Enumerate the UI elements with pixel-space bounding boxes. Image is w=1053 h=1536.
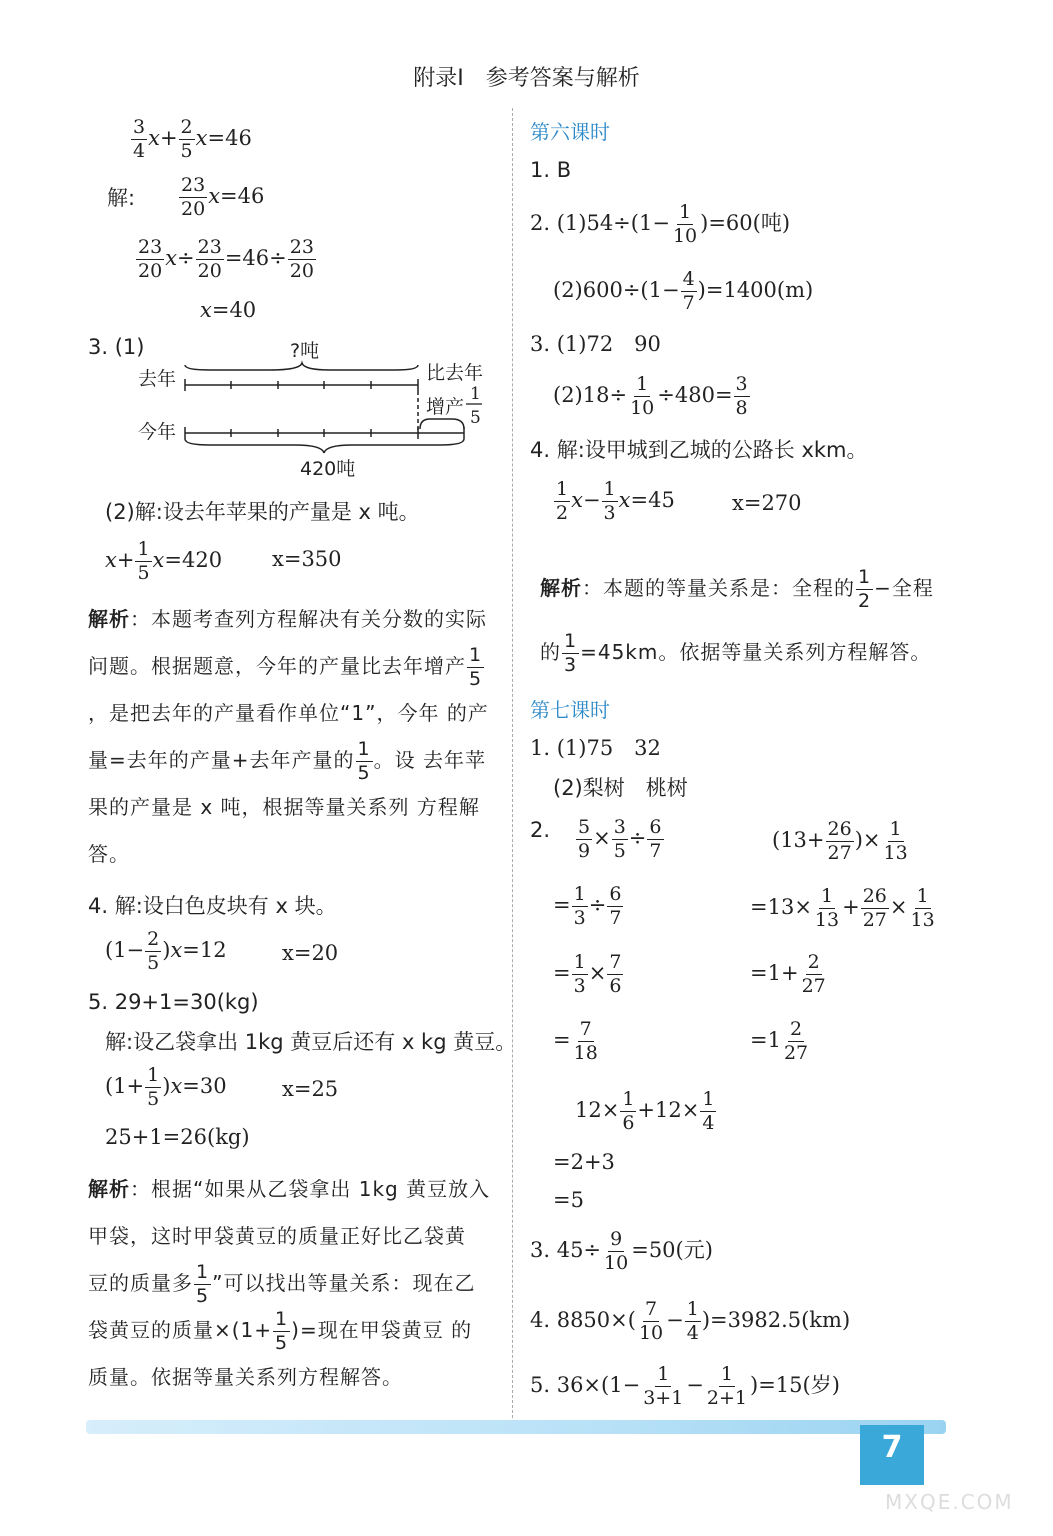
s-q2-c-line2: =2+3 (553, 1150, 615, 1174)
lesson-7-title: 第七课时 (530, 698, 610, 722)
q5-equation: (1+ $\frac{1}{5}$ )x=30 (105, 1064, 227, 1110)
s-q2-a-line1: $\frac{5}{9}$ × $\frac{3}{5}$ ÷ $\frac{6}{7}$ (578, 816, 662, 862)
more-label-2: 增产 (426, 396, 465, 418)
s-q2-a-line2: = $\frac{1}{3}$ ÷ $\frac{6}{7}$ (553, 883, 622, 929)
s-q2-b-line4: =1 $\frac{2}{27}$ (750, 1018, 809, 1064)
q3-label: 3. (1) (88, 335, 145, 359)
r-q4-equation: $\frac{1}{2}$ x− $\frac{1}{3}$ x=45 (556, 478, 675, 524)
s-q1-part2: (2)梨树 桃树 (553, 776, 688, 800)
q4-answer: x=20 (282, 941, 339, 965)
r-q2-part2: (2)600÷(1− $\frac{4}{7}$ )=1400(m) (553, 268, 814, 314)
s-q2-label: 2. (530, 818, 551, 842)
total-label: 420吨 (300, 458, 356, 480)
analysis-1: 解析：本题考查列方程解决有关分数的实际问题。根据题意，今年的产量比去年增产 $\frac{1}{5}$ ，是把去年的产量看作单位“1”，今年 的产量=去年的产量+去年产量的 $\frac{1}{5}$ 。设 去年苹果的产量是 x 吨，根据等量关系列 方程解答。 (88, 607, 489, 866)
increase-brace (420, 419, 464, 429)
q5-final: 25+1=26(kg) (105, 1125, 250, 1149)
q3-answer: x=350 (272, 547, 342, 571)
more-label-1: 比去年 (426, 362, 484, 384)
r-q4-answer: x=270 (732, 491, 802, 515)
q5-answer: x=25 (282, 1077, 339, 1101)
q5: 5. 29+1=30(kg) (88, 990, 259, 1014)
segment-diagram (130, 335, 500, 485)
s-q2-c-line1: 12× $\frac{1}{6}$ +12× $\frac{1}{4}$ (575, 1088, 715, 1134)
q4-equation: (1− $\frac{2}{5}$ )x=12 (105, 928, 227, 974)
equation-2: $\frac{23}{20}$ x=46 (181, 174, 265, 220)
q5-setup: 解:设乙袋拿出 1kg 黄豆后还有 x kg 黄豆。 (105, 1030, 517, 1054)
svg-text:1: 1 (470, 384, 481, 404)
q3-equation: x+ $\frac{1}{5}$ x=420 (105, 538, 223, 584)
s-q5: 5. 36×(1− $\frac{1}{3+1}$ − $\frac{1}{2+1}$ )=15(岁) (530, 1363, 840, 1409)
top-brace (185, 363, 418, 370)
r-analysis: 解析：本题的等量关系是：全程的 $\frac{1}{2}$ −全程 的 $\frac{1}{3}$ =45km。依据等量关系列方程解答。 (540, 566, 934, 676)
s-q2-b-line1: (13+ $\frac{26}{27}$ )× $\frac{1}{13}$ (772, 818, 908, 864)
page-header: 附录Ⅰ 参考答案与解析 (413, 66, 640, 91)
solution-label: 解: (107, 186, 136, 210)
s-q2-b-line3: =1+ $\frac{2}{27}$ (750, 951, 826, 997)
bottom-brace (185, 439, 464, 453)
q3-part2: (2)解:设去年苹果的产量是 x 吨。 (105, 500, 420, 524)
diagram-question-label: ?吨 (290, 340, 320, 362)
analysis-2: 解析：根据“如果从乙袋拿出 1kg 黄豆放入 甲袋，这时甲袋黄豆的质量正好比乙袋黄 豆的质量多 $\frac{1}{5}$ ”可以找出等量关系：现在乙 袋黄豆的质量×(1+ $\frac{1}{5}$ )=现在甲袋黄豆 的质量。依据等量关系列方程解答。 (88, 1177, 491, 1389)
footer-band (86, 1420, 946, 1434)
s-q2-c-line3: =5 (553, 1188, 584, 1212)
s-q2-a-line4: = $\frac{7}{18}$ (553, 1018, 598, 1064)
svg-text:5: 5 (470, 408, 481, 428)
equation-1: $\frac{3}{4}$ x+ $\frac{2}{5}$ x=46 (133, 116, 252, 162)
s-q3: 3. 45÷ $\frac{9}{10}$ =50(元) (530, 1228, 713, 1274)
r-q3-part2: (2)18÷ $\frac{1}{10}$ ÷480= $\frac{3}{8}$ (553, 373, 748, 419)
this-year-label: 今年 (138, 421, 177, 443)
page-number: 7 (860, 1425, 924, 1485)
column-divider (512, 108, 513, 1418)
lesson-6-title: 第六课时 (530, 120, 610, 144)
s-q2-a-line3: = $\frac{1}{3}$ × $\frac{7}{6}$ (553, 951, 622, 997)
s-q4: 4. 8850×( $\frac{7}{10}$ − $\frac{1}{4}$ )=3982.5(km) (530, 1298, 851, 1344)
s-q2-b-line2: =13× $\frac{1}{13}$ + $\frac{26}{27}$ × $\frac{1}{13}$ (750, 885, 935, 931)
r-q3-part1: 3. (1)72 90 (530, 332, 661, 356)
r-q2-part1: 2. (1)54÷(1− $\frac{1}{10}$ )=60(吨) (530, 201, 791, 247)
equation-3: $\frac{23}{20}$ x÷ $\frac{23}{20}$ =46÷ $\frac{23}{20}$ (138, 236, 314, 282)
last-year-label: 去年 (138, 368, 177, 390)
r-q1: 1. B (530, 158, 572, 182)
r-q4: 4. 解:设甲城到乙城的公路长 xkm。 (530, 438, 868, 462)
watermark-text: MXQE.COM (885, 1490, 1014, 1514)
equation-4: x=40 (200, 298, 257, 322)
q4: 4. 解:设白色皮块有 x 块。 (88, 894, 337, 918)
s-q1-part1: 1. (1)75 32 (530, 736, 661, 760)
